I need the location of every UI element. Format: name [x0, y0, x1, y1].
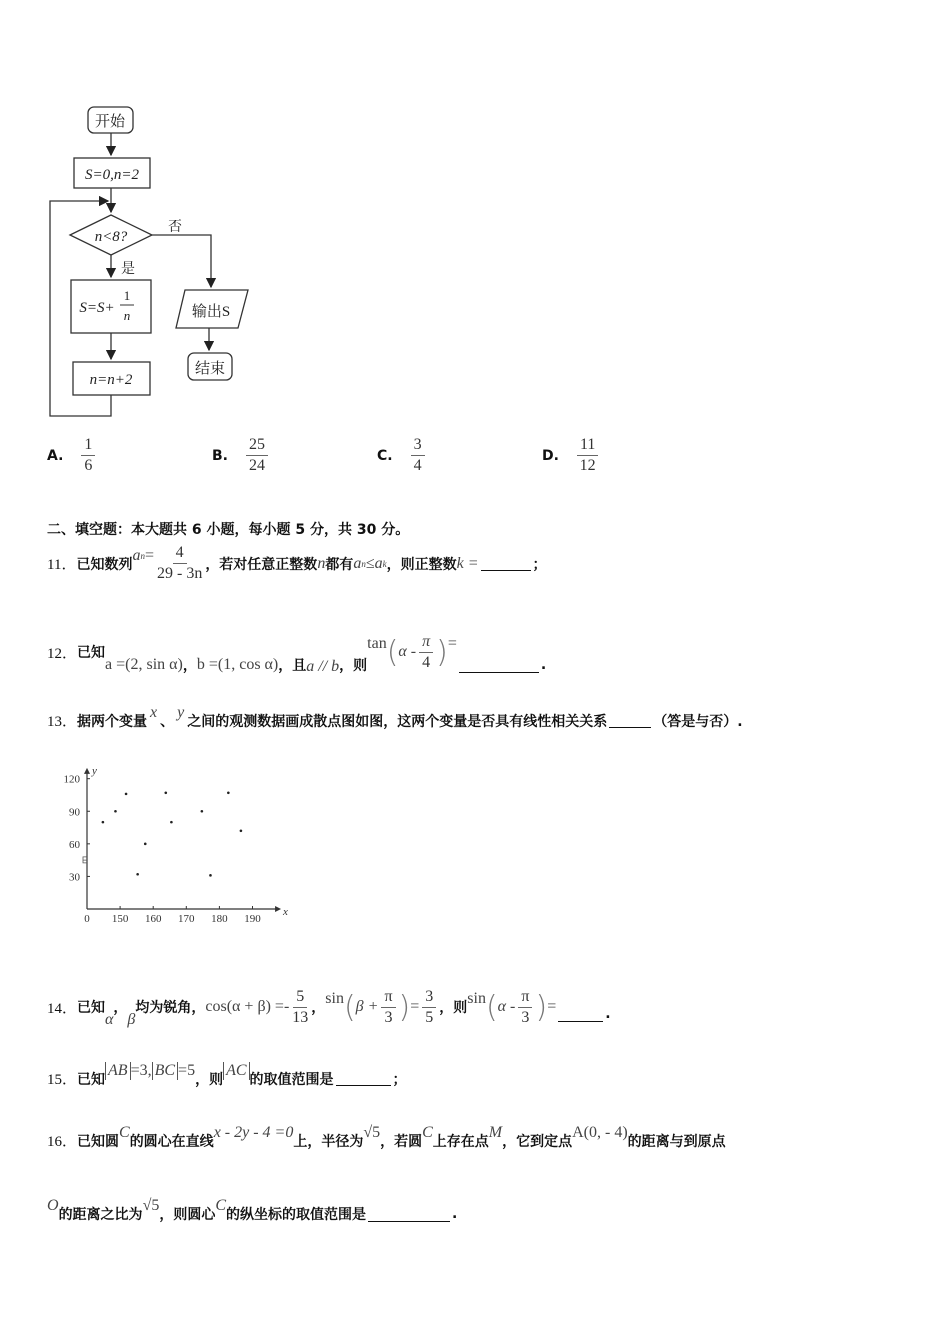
text: . — [452, 1206, 458, 1222]
answer-blank[interactable] — [368, 1207, 450, 1222]
question-number: 14． — [47, 1000, 78, 1017]
x-tick-label: 190 — [244, 913, 261, 925]
math: AC — [223, 1062, 249, 1080]
denominator: 4 — [422, 653, 431, 671]
math: β — [127, 1011, 136, 1028]
text: ； — [532, 556, 547, 573]
text: ，它到定点 — [502, 1133, 573, 1150]
text: ，则正整数 — [386, 556, 457, 573]
sum-denominator: n — [123, 308, 131, 323]
math: x — [150, 703, 158, 721]
x-tick-label: 0 — [84, 913, 90, 925]
math: n — [361, 558, 366, 569]
math: α - — [497, 998, 516, 1015]
data-point — [102, 821, 105, 824]
question-number: 13． — [47, 714, 78, 730]
math: k — [382, 558, 387, 569]
math: cos(α + β) =- — [205, 998, 290, 1015]
x-tick-label: 160 — [144, 913, 162, 925]
text: ，则 — [339, 658, 368, 674]
text: . — [540, 657, 547, 673]
math: β + — [355, 998, 379, 1015]
math: y — [177, 703, 185, 721]
y-axis-arrow — [84, 768, 90, 774]
math: C — [119, 1123, 130, 1141]
section-heading: 二、填空题：本大题共 6 小题，每小题 5 分，共 30 分。 — [47, 522, 410, 538]
y-tick-label: 120 — [63, 773, 80, 786]
math: ≤a — [365, 554, 383, 572]
text: ，则 — [439, 1000, 468, 1016]
text: 上，半径为 — [293, 1133, 364, 1150]
math: √5 — [142, 1197, 160, 1214]
answer-blank[interactable] — [558, 1007, 603, 1022]
y-tick-label: 30 — [69, 871, 80, 884]
data-point — [144, 843, 147, 846]
x-tick-label: 180 — [211, 913, 228, 925]
math: x - 2y - 4 =0 — [213, 1123, 294, 1141]
math: BC — [152, 1062, 178, 1080]
text: ，且 — [278, 658, 307, 674]
text: ，则圆心 — [159, 1207, 216, 1223]
text: 已知 — [77, 1000, 106, 1016]
numerator: π — [419, 632, 433, 653]
denominator: 29 - 3n — [156, 565, 203, 582]
option-letter: A. — [47, 447, 64, 464]
option-c[interactable] — [377, 435, 428, 476]
math: = — [144, 546, 154, 564]
text: 的距离之比为 — [58, 1207, 143, 1223]
math: =3, — [130, 1061, 152, 1079]
question-number: 11． — [47, 557, 77, 573]
math: k = — [456, 554, 479, 572]
text: ， — [113, 1000, 128, 1016]
math: AB — [105, 1062, 131, 1080]
option-numerator: 3 — [411, 435, 425, 456]
text: 的取值范围是 — [249, 1071, 334, 1088]
text: 已知 — [77, 1071, 106, 1088]
question-12: 12． 已知 a =(2, sin α) ， b =(1, cos α) ，且 a // b ，则 tan ( α - $\frac{\pi}{4}$ ) = . — [47, 632, 547, 675]
y-tick-label: 90 — [69, 806, 80, 819]
answer-blank[interactable] — [609, 713, 651, 728]
denominator: 3 — [384, 1008, 393, 1026]
numerator: 4 — [173, 543, 187, 564]
option-letter: C. — [377, 447, 393, 464]
text: ，则 — [195, 1071, 224, 1088]
data-point — [201, 810, 204, 813]
data-point — [136, 873, 139, 876]
data-point — [164, 791, 167, 794]
no-label: 否 — [168, 220, 182, 235]
end-label: 结束 — [194, 361, 226, 377]
data-point — [114, 810, 117, 813]
option-denominator: 6 — [84, 457, 93, 474]
math: = — [447, 635, 457, 652]
question-14: 14． 已知 α ， β 均为锐角， cos(α + β) =- $\frac{5}{13}$ ， sin ( β + $\frac{\pi}{3}$ ) = $\frac{3}{5}$ ，则 sin ( α - $\frac{\pi}{3}$ ) = . — [47, 987, 611, 1028]
math: = — [410, 998, 420, 1015]
data-point — [209, 874, 212, 877]
increment-label: n=n+2 — [89, 372, 133, 388]
question-number: 16． — [47, 1134, 78, 1150]
question-number: 12． — [47, 645, 78, 662]
text: 据两个变量 — [77, 713, 148, 730]
math: α — [105, 1011, 114, 1028]
question-number: 15． — [47, 1072, 78, 1088]
init-label: S=0,n=2 — [85, 167, 139, 183]
answer-blank[interactable] — [336, 1071, 391, 1086]
math: M — [488, 1123, 503, 1141]
math: sin — [325, 990, 344, 1007]
numerator: π — [381, 987, 395, 1008]
text: 的距离与到原点 — [627, 1133, 726, 1150]
text: ，若对任意正整数 — [205, 556, 318, 573]
math: n — [140, 550, 145, 561]
answer-blank[interactable] — [459, 658, 539, 673]
math: a — [353, 554, 362, 572]
text: ； — [392, 1071, 407, 1088]
text: ，若圆 — [380, 1133, 423, 1150]
option-denominator: 24 — [249, 457, 265, 474]
numerator: π — [518, 987, 532, 1008]
denominator: 13 — [292, 1008, 309, 1026]
x-tick-label: 170 — [178, 913, 195, 925]
text: 上存在点 — [432, 1133, 489, 1150]
numerator: 5 — [293, 987, 307, 1008]
text: 之间的观测数据画成散点图如图，这两个变量是否具有线性相关关系 — [187, 713, 608, 730]
y-tick-label: 60 — [69, 838, 80, 851]
math: n — [317, 554, 326, 572]
option-denominator: 12 — [579, 457, 596, 474]
option-d[interactable] — [542, 435, 601, 476]
y-axis-label: y — [92, 764, 97, 777]
text: 已知数列 — [76, 556, 133, 573]
text: （答是与否）. — [653, 713, 743, 730]
condition-label: n<8? — [94, 229, 128, 245]
text: 的纵坐标的取值范围是 — [226, 1207, 367, 1223]
math: = — [547, 998, 557, 1015]
option-letter: D. — [542, 447, 559, 464]
data-point — [125, 793, 128, 796]
output-label: 输出S — [191, 304, 231, 320]
math: C — [215, 1197, 227, 1214]
math: b =(1, cos α) — [196, 656, 279, 673]
sum-label: S=S+ — [79, 300, 115, 316]
math: C — [422, 1123, 433, 1141]
math: a — [132, 546, 141, 564]
text: 的圆心在直线 — [129, 1133, 214, 1150]
x-axis-arrow — [275, 906, 281, 912]
data-point — [227, 791, 230, 794]
scatter-plot — [0, 0, 300, 940]
option-numerator: 1 — [81, 435, 95, 456]
math: O — [47, 1197, 59, 1214]
start-label: 开始 — [94, 114, 126, 130]
text: 已知 — [77, 645, 106, 661]
text: 均为锐角， — [135, 1000, 206, 1016]
math: a =(2, sin α) — [105, 656, 183, 673]
text: 已知圆 — [77, 1133, 120, 1150]
math: A(0, - 4) — [572, 1123, 628, 1141]
x-axis-label: x — [283, 906, 288, 918]
option-numerator: 11 — [577, 435, 598, 456]
math: a // b — [306, 658, 340, 675]
data-point — [170, 821, 173, 824]
question-16-continued — [47, 1197, 458, 1224]
math: α - — [398, 643, 417, 660]
math: =5 — [178, 1061, 196, 1079]
sum-numerator: 1 — [123, 288, 131, 303]
text: 都有 — [325, 556, 354, 573]
text: ， — [311, 1000, 326, 1016]
math: √5 — [363, 1123, 381, 1141]
question-15 — [47, 1061, 407, 1089]
answer-blank[interactable] — [481, 556, 531, 571]
yes-label: 是 — [121, 262, 135, 277]
option-numerator: 25 — [246, 435, 268, 456]
data-point — [240, 830, 243, 833]
text: ， — [182, 658, 197, 674]
math: tan — [367, 635, 387, 652]
text: . — [605, 1006, 611, 1022]
denominator: 5 — [425, 1008, 434, 1026]
numerator: 3 — [422, 987, 436, 1008]
x-tick-label: 150 — [111, 913, 129, 925]
text: 、 — [160, 713, 175, 730]
question-16 — [47, 1123, 726, 1151]
option-letter: B. — [212, 447, 228, 464]
denominator: 3 — [521, 1008, 530, 1026]
option-denominator: 4 — [413, 457, 422, 474]
math: sin — [467, 990, 486, 1007]
